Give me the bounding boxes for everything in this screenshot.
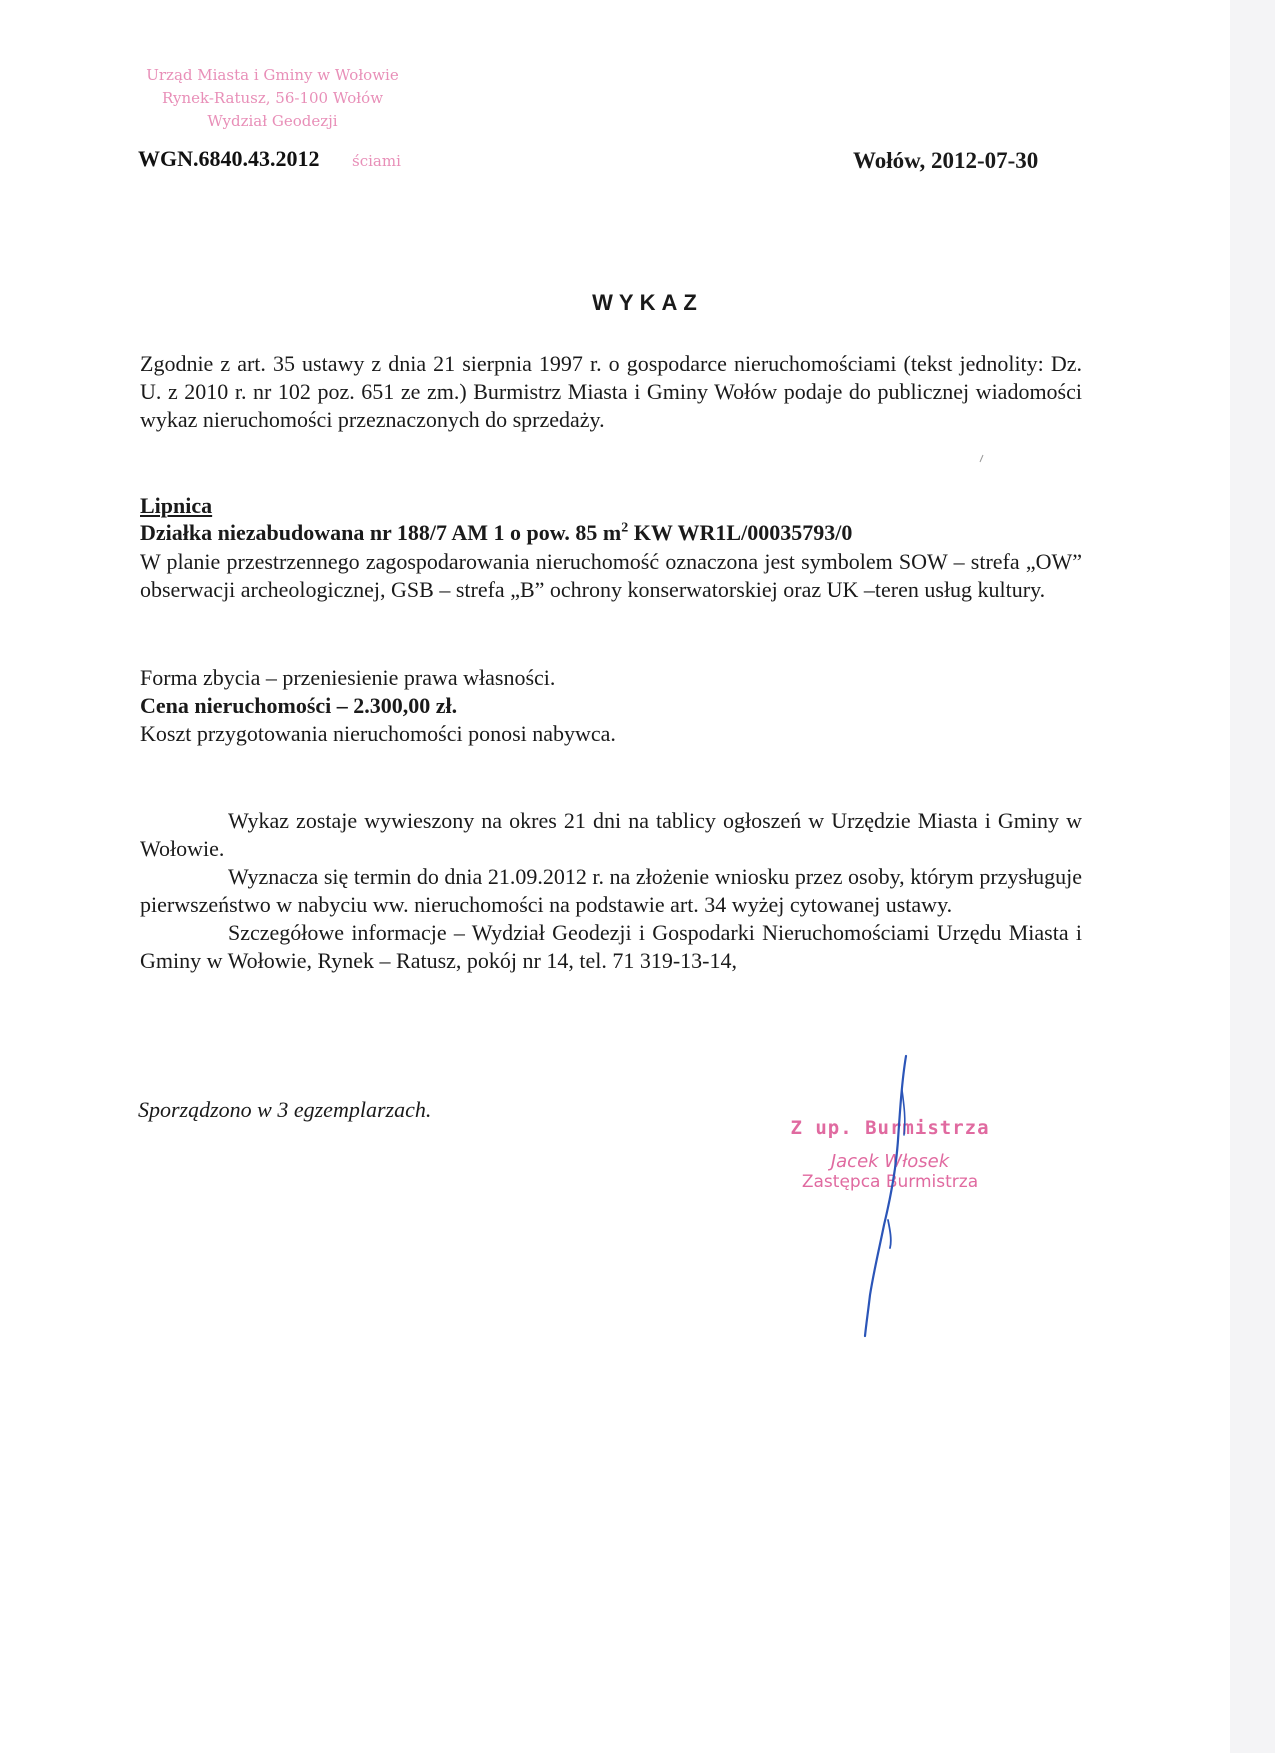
signature-stamp-line2: Jacek Włosek bbox=[830, 1151, 950, 1172]
notice-paragraph-3: Szczegółowe informacje – Wydział Geodezji i Gospodarki Nieruchomościami Urzędu Miasta i Gminy w Wołowie, Rynek – Ratusz, pokój nr 14, tel. 71 319-13-14, bbox=[140, 920, 1082, 973]
signature-stamp-line3: Zastępca Burmistrza bbox=[801, 1172, 979, 1192]
office-stamp-line2: Rynek-Ratusz, 56-100 Wołów bbox=[161, 89, 384, 107]
parcel-suffix: KW WR1L/00035793/0 bbox=[628, 520, 853, 545]
intro-paragraph bbox=[140, 350, 1082, 434]
notice-paragraph-2: Wyznacza się termin do dnia 21.09.2012 r. na złożenie wniosku przez osoby, którym przysługuje pierwszeństwo w nabyciu ww. nieruchomości na podstawie art. 34 wyżej cytowanej ustawy. bbox=[140, 864, 1082, 917]
document-signum: WGN.6840.43.2012 bbox=[138, 146, 320, 171]
signature-stroke-1 bbox=[865, 1056, 906, 1336]
parcel-description bbox=[140, 520, 852, 546]
sale-form: Forma zbycia – przeniesienie prawa własności. bbox=[140, 665, 556, 690]
office-stamp-line1: Urząd Miasta i Gminy w Wołowie bbox=[146, 66, 399, 84]
place-date: Wołów, 2012-07-30 bbox=[853, 148, 1039, 173]
scan-edge bbox=[1230, 0, 1275, 1753]
office-stamp-line3: Wydział Geodezji bbox=[207, 112, 338, 130]
signature-stroke-2 bbox=[902, 1090, 905, 1135]
handwritten-signature bbox=[840, 1050, 920, 1340]
price: Cena nieruchomości – 2.300,00 zł. bbox=[140, 693, 458, 718]
signature-stamp-line1: Z up. Burmistrza bbox=[790, 1117, 990, 1139]
notice-paragraph-1: Wykaz zostaje wywieszony na okres 21 dni na tablicy ogłoszeń w Urzędzie Miasta i Gminy w Wołowie. bbox=[140, 808, 1082, 861]
intro-text: Zgodnie z art. 35 ustawy z dnia 21 sierpnia 1997 r. o gospodarce nieruchomościami (tekst jednolity: Dz. U. z 2010 r. nr 102 poz. 651 ze zm.) Burmistrz Miasta i Gminy Wołów podaje do publicznej wiadomości wykaz nieruchomości przeznaczonych do sprzedaży. bbox=[140, 351, 1082, 432]
parcel-sup: 2 bbox=[621, 520, 629, 536]
document-title bbox=[0, 290, 1275, 316]
signature-stroke-3 bbox=[888, 1220, 891, 1248]
notice-section bbox=[140, 807, 1082, 975]
copies-note: Sporządzono w 3 egzemplarzach. bbox=[138, 1097, 432, 1122]
office-stamp bbox=[130, 64, 415, 133]
document-title-text: WYKAZ bbox=[592, 290, 703, 315]
property-location: Lipnica bbox=[140, 493, 213, 518]
office-stamp-line4: ściami bbox=[352, 152, 401, 170]
parcel-prefix: Działka niezabudowana nr 188/7 AM 1 o pow. 85 m bbox=[140, 520, 622, 545]
sale-details bbox=[140, 664, 616, 748]
plan-paragraph: W planie przestrzennego zagospodarowania nieruchomość oznaczona jest symbolem SOW – strefa „OW” obserwacji archeologicznej, GSB – strefa „B” ochrony konserwatorskiej oraz UK –teren usług kultury. bbox=[140, 549, 1082, 602]
speck-mark bbox=[980, 455, 983, 462]
cost-note: Koszt przygotowania nieruchomości ponosi nabywca. bbox=[140, 721, 616, 746]
